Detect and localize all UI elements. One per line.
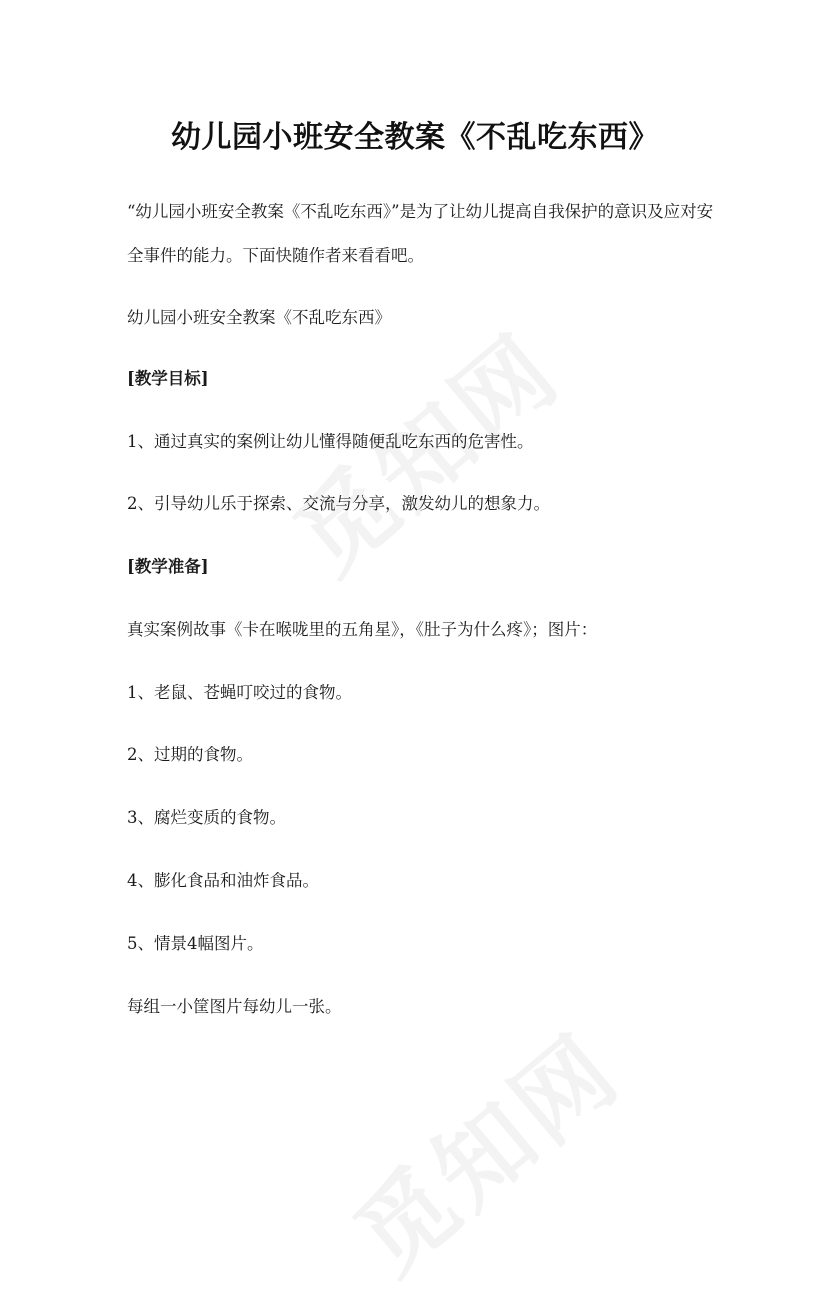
prep-item: 4、膨化食品和油炸食品。 (127, 871, 319, 890)
document-title: 幼儿园小班安全教案《不乱吃东西》 (171, 120, 659, 155)
prep-intro: 真实案例故事《卡在喉咙里的五角星》，《肚子为什么疼》；图片： (127, 620, 598, 639)
prep-item: 2、过期的食物。 (127, 745, 253, 764)
intro-paragraph: “幼儿园小班安全教案《不乱吃东西》”是为了让幼儿提高自我保护的意识及应对安全事件的能力。下面快随作者来看看吧。 (127, 202, 714, 265)
prep-item: 1、老鼠、苍蝇叮咬过的食物。 (127, 683, 352, 702)
watermark (322, 998, 644, 1299)
prep-note: 每组一小筐图片每幼儿一张。 (127, 997, 342, 1016)
goal-item: 2、引导幼儿乐于探索、交流与分享，激发幼儿的想象力。 (127, 494, 550, 513)
goals-heading: [教学目标] (127, 369, 209, 388)
subtitle: 幼儿园小班安全教案《不乱吃东西》 (127, 308, 391, 327)
prep-item: 5、情景4幅图片。 (127, 934, 264, 953)
goal-item: 1、通过真实的案例让幼儿懂得随便乱吃东西的危害性。 (127, 432, 534, 451)
prep-item: 3、腐烂变质的食物。 (127, 808, 286, 827)
prep-heading: [教学准备] (127, 557, 209, 576)
